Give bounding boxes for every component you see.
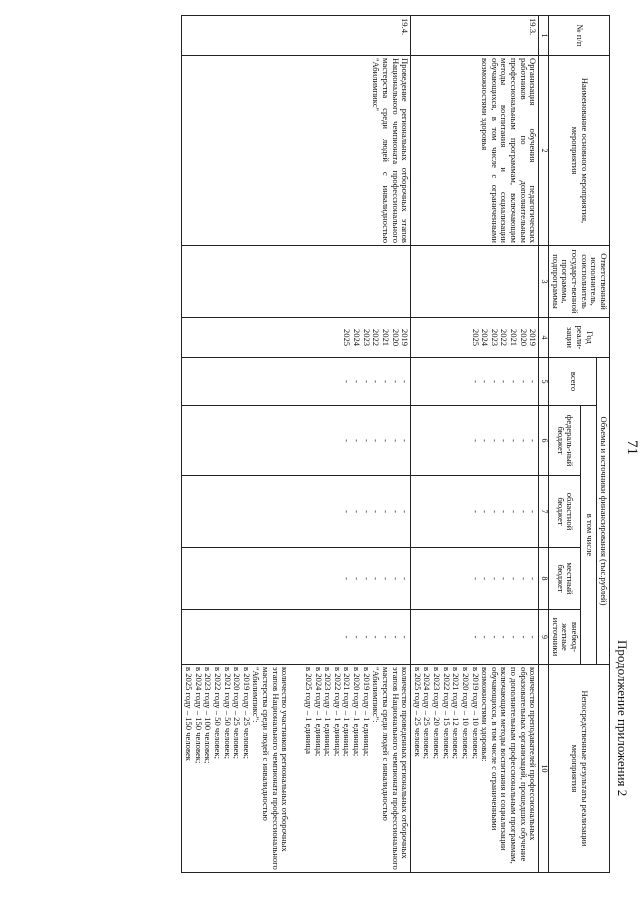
header-total: всего (549, 358, 597, 406)
header-year: Год реали-зации (549, 318, 610, 358)
column-number: 5 (539, 358, 549, 406)
local-value: - (371, 577, 382, 580)
total-value: - (509, 380, 520, 383)
header-name: Наименование основного мероприятия, мероприятия (549, 56, 610, 246)
regional-value: - (480, 510, 491, 513)
year-value: 2024 (480, 328, 491, 347)
total-value: - (528, 380, 539, 383)
offbudget-value: - (518, 635, 529, 639)
row-responsible (182, 246, 411, 318)
regional-value: - (342, 510, 353, 513)
federal-value: - (342, 439, 353, 442)
column-number: 3 (539, 246, 549, 318)
regional-value: - (470, 510, 481, 513)
local-value: - (489, 577, 500, 580)
offbudget-value: - (499, 635, 510, 639)
result-line: в 2025 году – 150 человек (184, 667, 195, 761)
regional-value: - (361, 510, 372, 513)
federal-value: - (499, 439, 510, 442)
offbudget-value: - (380, 635, 391, 639)
row-federal (182, 406, 411, 476)
result-line: в 2022 году – 15 человек; (441, 667, 452, 760)
result-by-year-list (412, 667, 479, 870)
federal-value: - (361, 439, 372, 442)
total-value: - (400, 380, 411, 383)
row-results (411, 665, 539, 873)
page-number: 71 (624, 440, 640, 455)
header-offbudget: внебюд-жетные источники (549, 610, 581, 665)
row-local (182, 548, 411, 610)
local-value: - (470, 577, 481, 580)
federal-value: - (371, 439, 382, 442)
regional-value: - (489, 510, 500, 513)
local-value: - (509, 577, 520, 580)
row-local (411, 548, 539, 610)
year-value: 2023 (361, 328, 372, 347)
local-value: - (390, 577, 401, 580)
offbudget-value: - (528, 635, 539, 639)
result-line: в 2023 году – 1 единица; (323, 667, 334, 757)
result-line: в 2021 году – 50 человек; (222, 667, 233, 760)
federal-value: - (509, 439, 520, 442)
result-line: в 2021 году – 12 человек; (451, 667, 462, 760)
result-description-participants: количество участников региональных отборочных этапов Национального чемпионата профессионального мастерства среди людей с инвалидностью "Абилимпикс": (251, 667, 291, 870)
regional-value: - (352, 510, 363, 513)
column-number: 2 (539, 56, 549, 246)
federal-value: - (480, 439, 491, 442)
header-federal: федераль-ный бюджет (549, 406, 581, 476)
result-line: в 2021 году – 1 единица; (342, 667, 353, 757)
regional-value: - (371, 510, 382, 513)
row-regional (411, 476, 539, 548)
column-number: 9 (539, 610, 549, 665)
result-line: в 2020 году – 10 человек; (460, 667, 471, 760)
row-total (411, 358, 539, 406)
year-value: 2024 (352, 328, 363, 347)
result-line: в 2020 году – 25 человек; (232, 667, 243, 760)
row-measure-name: Организация обучения педагогических работников по дополнительным профессиональным программам, включающим методы воспитания и социализации обучающихся, в том числе с ограниченными возможностями здоровья (411, 56, 539, 246)
total-value: - (380, 380, 391, 383)
federal-value: - (470, 439, 481, 442)
local-value: - (352, 577, 363, 580)
total-value: - (470, 380, 481, 383)
local-value: - (342, 577, 353, 580)
row-number: 19.4. (182, 16, 411, 56)
column-number: 1 (539, 16, 549, 56)
result-description: количество проведенных региональных отборочных этапов Национального чемпионата профессионального мастерства среди людей с инвалидностью "Абилимпикс": (371, 667, 411, 870)
total-value: - (499, 380, 510, 383)
federal-value: - (352, 439, 363, 442)
year-value: 2020 (518, 328, 529, 347)
header-number: № п/п (549, 16, 610, 56)
offbudget-value: - (470, 635, 481, 639)
local-value: - (400, 577, 411, 580)
total-value: - (489, 380, 500, 383)
offbudget-value: - (352, 635, 363, 639)
column-number: 8 (539, 548, 549, 610)
table-row (182, 16, 411, 873)
regional-value: - (400, 510, 411, 513)
result-line: в 2019 году – 25 человек; (241, 667, 252, 760)
local-value: - (380, 577, 391, 580)
regional-value: - (380, 510, 391, 513)
year-value: 2022 (499, 328, 510, 347)
offbudget-value: - (371, 635, 382, 639)
continuation-title: Продолжение приложения 2 (615, 640, 630, 797)
year-value: 2019 (528, 328, 539, 347)
table-row (411, 16, 539, 873)
total-value: - (342, 380, 353, 383)
result-line: в 2024 году – 150 человек; (193, 667, 204, 764)
year-value: 2020 (390, 328, 401, 347)
column-numbers-row (539, 16, 549, 873)
total-value: - (361, 380, 372, 383)
result-line: в 2022 году – 50 человек; (212, 667, 223, 760)
year-value: 2022 (371, 328, 382, 347)
offbudget-value: - (400, 635, 411, 639)
local-value: - (480, 577, 491, 580)
result-line: в 2023 году – 100 человек; (203, 667, 214, 764)
result-line: в 2020 году – 1 единица; (352, 667, 363, 757)
regional-value: - (499, 510, 510, 513)
total-value: - (390, 380, 401, 383)
result-line: в 2025 году – 25 человек (412, 667, 423, 757)
header-regional: областной бюджет (549, 476, 581, 548)
local-value: - (499, 577, 510, 580)
local-value: - (518, 577, 529, 580)
row-offbudget (182, 610, 411, 665)
header-including: в том числе (581, 406, 597, 665)
year-value: 2021 (380, 328, 391, 347)
row-years (182, 318, 411, 358)
row-total (182, 358, 411, 406)
column-number: 4 (539, 318, 549, 358)
column-number: 6 (539, 406, 549, 476)
result-line: в 2025 году – 1 единица (303, 667, 314, 754)
row-results (182, 665, 411, 873)
federal-value: - (489, 439, 500, 442)
row-number: 19.3. (411, 16, 539, 56)
row-years (411, 318, 539, 358)
federal-value: - (390, 439, 401, 442)
header-financing: Объемы и источники финансирования (тыс.рублей) (597, 358, 610, 665)
offbudget-value: - (509, 635, 520, 639)
regional-value: - (390, 510, 401, 513)
result-line: в 2019 году – 10 человек; (470, 667, 481, 760)
federal-value: - (518, 439, 529, 442)
total-value: - (371, 380, 382, 383)
row-offbudget (411, 610, 539, 665)
total-value: - (480, 380, 491, 383)
offbudget-value: - (489, 635, 500, 639)
row-regional (182, 476, 411, 548)
header-results: Непосредственные результаты реализации мероприятия (549, 665, 610, 873)
column-number: 10 (539, 665, 549, 873)
header-local: местный бюджет (549, 548, 581, 610)
row-federal (411, 406, 539, 476)
result-line: в 2023 году – 20 человек; (432, 667, 443, 760)
offbudget-value: - (480, 635, 491, 639)
federal-value: - (380, 439, 391, 442)
total-value: - (518, 380, 529, 383)
year-value: 2021 (509, 328, 520, 347)
regional-value: - (509, 510, 520, 513)
year-value: 2019 (400, 328, 411, 347)
federal-value: - (400, 439, 411, 442)
column-number: 7 (539, 476, 549, 548)
result-line: в 2024 году – 25 человек; (422, 667, 433, 760)
result-by-year-list (303, 667, 370, 870)
regional-value: - (528, 510, 539, 513)
result-line: в 2022 году – 1 единица; (332, 667, 343, 757)
federal-value: - (528, 439, 539, 442)
offbudget-value: - (390, 635, 401, 639)
regional-value: - (518, 510, 529, 513)
year-value: 2025 (342, 328, 353, 347)
local-value: - (361, 577, 372, 580)
local-value: - (528, 577, 539, 580)
program-table (181, 15, 610, 873)
total-value: - (352, 380, 363, 383)
year-value: 2023 (489, 328, 500, 347)
result-line: в 2024 году – 1 единица; (313, 667, 324, 757)
row-responsible (411, 246, 539, 318)
year-value: 2025 (470, 328, 481, 347)
header-responsible: Ответственный исполнитель, соисполнитель государст-венной программы, подпрограммы (549, 246, 610, 318)
offbudget-value: - (342, 635, 353, 639)
result-participants-list (183, 667, 250, 870)
result-description: количество преподавателей профессиональных образовательных организаций, прошедших обучение по дополнительным профессиональным программам, включающим методы воспитания и социализации обучающихся, в том числе с ограниченными возможностями здоровья: (480, 667, 539, 864)
row-measure-name: Проведение региональных отборочных этапов Национального чемпионата профессионального мастерства среди людей с инвалидностью "Абилимпикс" (182, 56, 411, 246)
result-line: в 2019 году – 1 единица; (361, 667, 372, 757)
offbudget-value: - (361, 635, 372, 639)
